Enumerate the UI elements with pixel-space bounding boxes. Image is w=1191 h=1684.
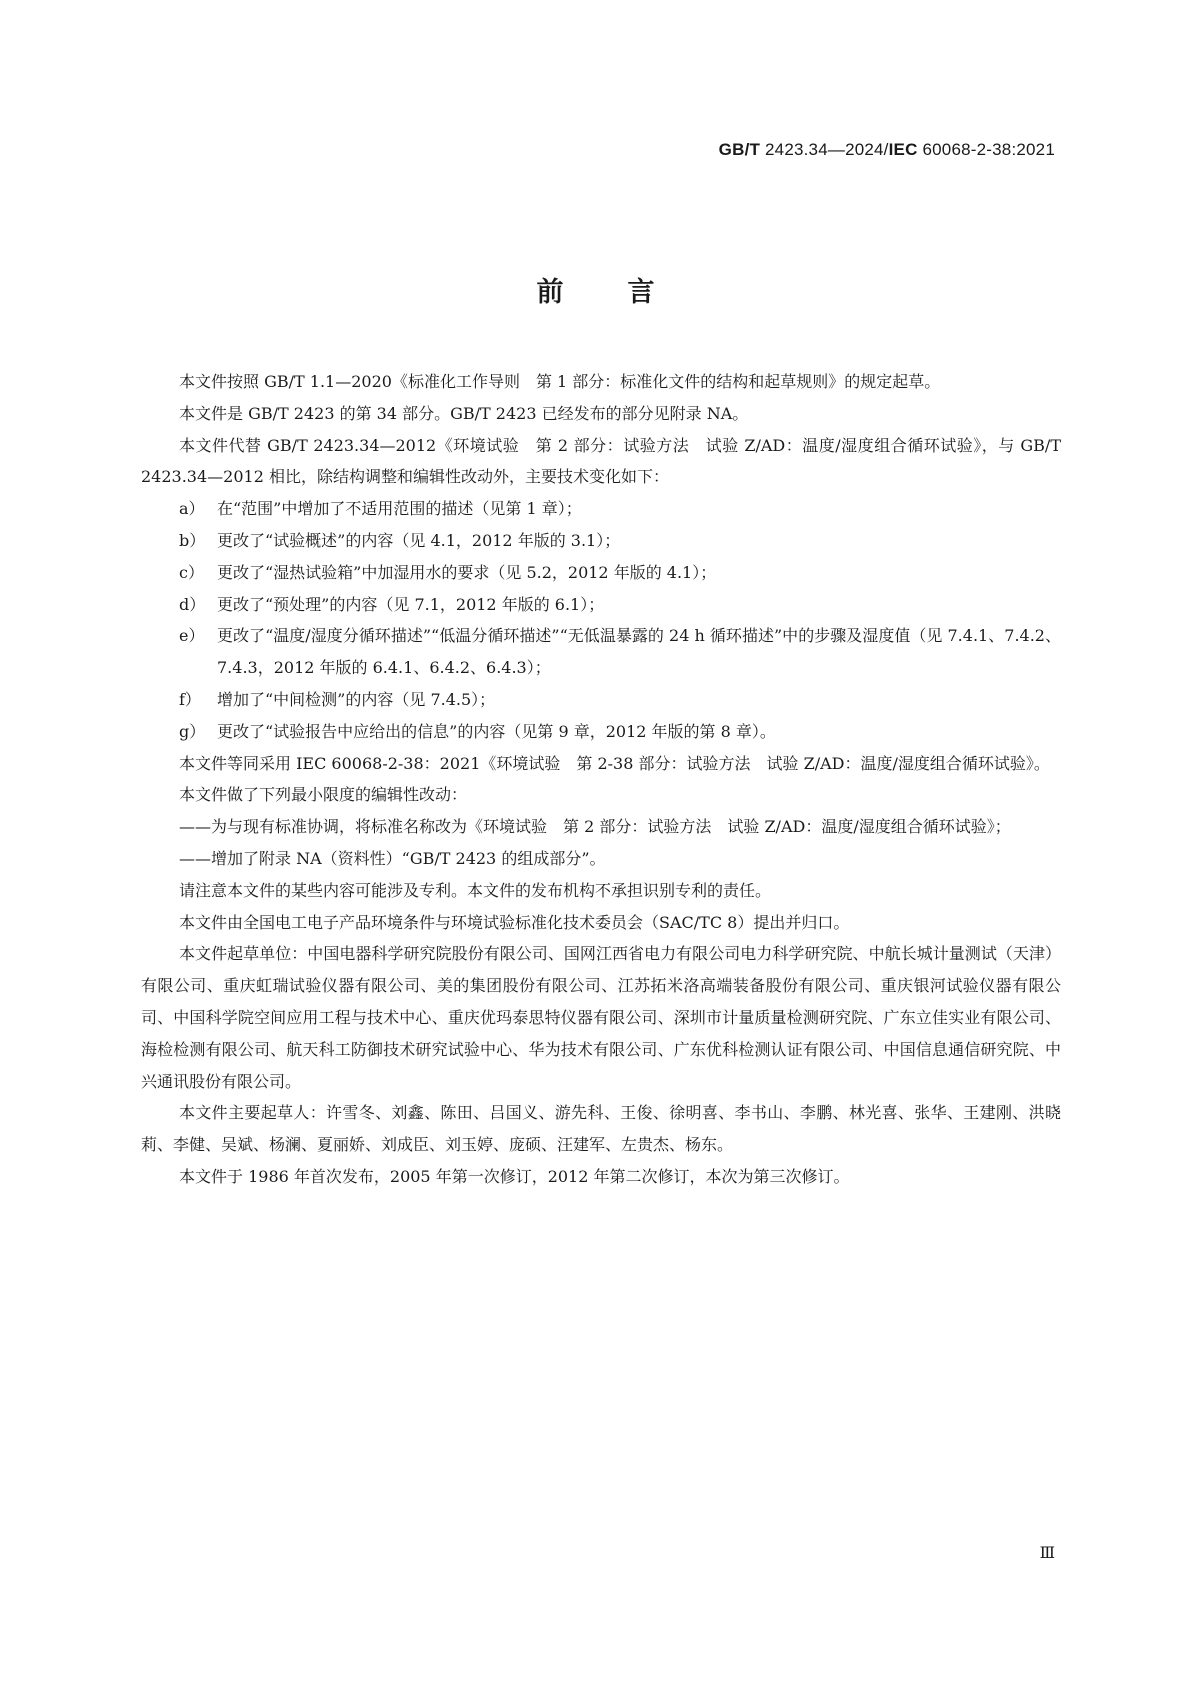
list-item-text: 更改了“试验报告中应给出的信息”的内容（见第 9 章，2012 年版的第 8 章）。 (217, 721, 776, 741)
page-number: Ⅲ (1039, 1543, 1055, 1562)
list-marker: c） (179, 562, 204, 582)
list-item-text: 更改了“预处理”的内容（见 7.1，2012 年版的 6.1）； (217, 594, 605, 614)
paragraph-part-info: 本文件是 GB/T 2423 的第 34 部分。GB/T 2423 已经发布的部分见附录 NA。 (179, 403, 749, 423)
list-marker: b） (179, 530, 206, 550)
paragraph-drafters: 本文件主要起草人：许雪冬、刘鑫、陈田、吕国义、游先科、王俊、徐明喜、李书山、李鹏、林光喜、张华、王建刚、洪晓莉、李健、吴斌、杨澜、夏丽娇、刘成臣、刘玉婷、庞硕、汪建军、左贵杰、杨东。 (141, 1103, 1061, 1155)
paragraph-editorial-changes: 本文件做了下列最小限度的编辑性改动： (179, 785, 468, 805)
list-item-text: 在“范围”中增加了不适用范围的描述（见第 1 章）； (217, 499, 582, 519)
dash-item: ——增加了附录 NA（资料性）“GB/T 2423 的组成部分”。 (179, 848, 606, 868)
list-item (141, 493, 1061, 525)
paragraph-committee: 本文件由全国电工电子产品环境条件与环境试验标准化技术委员会（SAC/TC 8）提出并归口。 (179, 912, 850, 932)
page-title: 前言 (536, 277, 719, 308)
list-item (141, 716, 1061, 748)
list-item (141, 620, 1061, 684)
paragraph-patent-notice: 请注意本文件的某些内容可能涉及专利。本文件的发布机构不承担识别专利的责任。 (179, 880, 772, 900)
list-item (141, 525, 1061, 557)
list-item (141, 684, 1061, 716)
paragraph-iec-adoption: 本文件等同采用 IEC 60068-2-38：2021《环境试验 第 2-38 部分：试验方法 试验 Z/AD：温度/湿度组合循环试验》。 (179, 753, 1050, 773)
dash-item: ——为与现有标准协调，将标准名称改为《环境试验 第 2 部分：试验方法 试验 Z/AD：温度/湿度组合循环试验》； (179, 817, 1011, 837)
list-marker: d） (179, 594, 206, 614)
standard-code-iec-number: 60068-2-38:2021 (917, 140, 1055, 159)
list-item-text: 增加了“中间检测”的内容（见 7.4.5）； (217, 689, 496, 709)
standard-code-iec: IEC (888, 140, 918, 159)
standard-code-gb: GB/T (718, 140, 761, 159)
list-marker: a） (179, 499, 205, 519)
list-item-text: 更改了“试验概述”的内容（见 4.1，2012 年版的 3.1）； (217, 530, 621, 550)
paragraph-history: 本文件于 1986 年首次发布，2005 年第一次修订，2012 年第二次修订，本次为第三次修订。 (179, 1166, 850, 1186)
list-marker: f） (179, 689, 201, 709)
standard-code-number: 2423.34—2024/ (760, 140, 889, 159)
list-item (141, 589, 1061, 621)
paragraph-replacement: 本文件代替 GB/T 2423.34—2012《环境试验 第 2 部分：试验方法 试验 Z/AD：温度/湿度组合循环试验》，与 GB/T 2423.34—2012 相比，除结构调整和编辑性改动外，主要技术变化如下： (141, 435, 1061, 487)
list-item-text: 更改了“湿热试验箱”中加湿用水的要求（见 5.2，2012 年版的 4.1）； (217, 562, 717, 582)
paragraph-drafting-rules: 本文件按照 GB/T 1.1—2020《标准化工作导则 第 1 部分：标准化文件的结构和起草规则》的规定起草。 (179, 372, 941, 391)
list-item (141, 557, 1061, 589)
list-marker: e） (179, 626, 205, 646)
foreword-body (141, 366, 1061, 1193)
list-item-text: 更改了“温度/湿度分循环描述”“低温分循环描述”“无低温暴露的 24 h 循环描述”中的步骤及湿度值（见 7.4.1、7.4.2、7.4.3，2012 年版的 6.4.1、6.4.2、6.4.3）； (217, 626, 1061, 678)
list-marker: g） (179, 721, 206, 741)
paragraph-drafting-units: 本文件起草单位：中国电器科学研究院股份有限公司、国网江西省电力有限公司电力科学研究院、中航长城计量测试（天津）有限公司、重庆虹瑞试验仪器有限公司、美的集团股份有限公司、江苏拓米洛高端装备股份有限公司、重庆银河试验仪器有限公司、中国科学院空间应用工程与技术中心、重庆优玛泰思特仪器有限公司、深圳市计量质量检测研究院、广东立佳实业有限公司、海检检测有限公司、航天科工防御技术研究试验中心、华为技术有限公司、广东优科检测认证有限公司、中国信息通信研究院、中兴通讯股份有限公司。 (141, 944, 1061, 1091)
standard-code (719, 140, 1055, 160)
